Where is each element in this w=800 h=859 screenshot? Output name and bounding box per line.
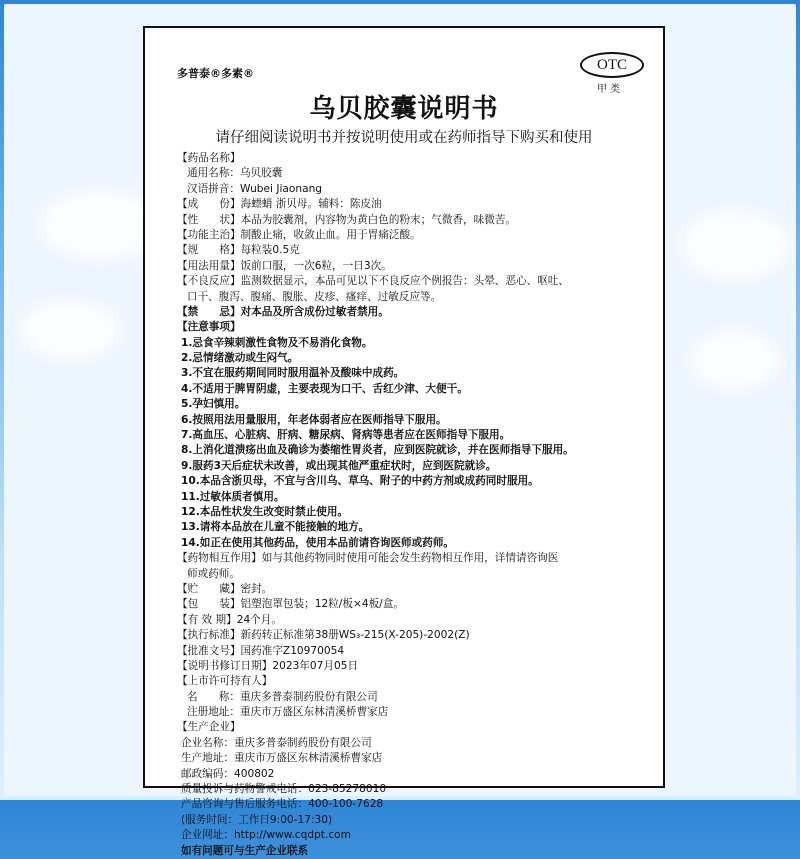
- section-indications: 【功能主治】制酸止痛，收敛止血。用于胃痛泛酸。: [177, 228, 421, 241]
- holder-name: 名 称：重庆多普泰制药股份有限公司: [187, 690, 378, 703]
- precaution-item: 4.不适用于脾胃阴虚，主要表现为口干、舌红少津、大便干。: [181, 382, 468, 395]
- section-package: 【包 装】铝塑泡罩包装；12粒/板×4板/盒。: [177, 598, 404, 611]
- postal-code: 邮政编码：400802: [181, 767, 275, 780]
- precaution-item: 13.请将本品放在儿童不能接触的地方。: [181, 521, 370, 534]
- cloud-decoration-left: [40, 190, 160, 260]
- precaution-item: 5.孕妇慎用。: [181, 398, 246, 411]
- section-standard: 【执行标准】新药转正标准第38册WS₃-215(X-205)-2002(Z): [177, 629, 470, 642]
- section-contraindications: 【禁 忌】对本品及所含成份过敏者禁用。: [177, 305, 389, 318]
- instruction-body: [177, 151, 647, 859]
- section-validity: 【有 效 期】24个月。: [177, 613, 282, 626]
- company-website: 企业网址：http://www.cqdpt.com: [181, 829, 351, 842]
- cloud-decoration-left-low: [20, 300, 120, 360]
- precaution-item: 7.高血压、心脏病、肝病、糖尿病、肾病等患者应在医师指导下服用。: [181, 429, 511, 442]
- document-subtitle: 请仔细阅读说明书并按说明使用或在药师指导下购买和使用: [215, 130, 593, 146]
- contact-note: 如有问题可与生产企业联系: [181, 844, 309, 857]
- precaution-item: 3.不宜在服药期间同时服用温补及酸味中成药。: [181, 367, 405, 380]
- precaution-item: 2.忌情绪激动或生闷气。: [181, 352, 299, 365]
- section-approval-number: 【批准文号】国药准字Z10970054: [177, 644, 345, 657]
- instruction-sheet: [143, 26, 665, 857]
- precaution-item: 11.过敏体质者慎用。: [181, 490, 285, 503]
- drug-interactions-cont: 师或药师。: [187, 567, 240, 580]
- section-storage: 【贮 藏】密封。: [177, 582, 273, 595]
- precaution-item: 1.忌食辛辣刺激性食物及不易消化食物。: [181, 336, 373, 349]
- precaution-item: 8.上消化道溃疡出血及确诊为萎缩性胃炎者，应到医院就诊，并在医师指导下服用。: [181, 444, 574, 457]
- section-drug-name: 【药品名称】: [177, 152, 241, 164]
- precaution-item: 9.服药3天后症状未改善，或出现其他严重症状时，应到医院就诊。: [181, 459, 497, 472]
- precaution-item: 14.如正在使用其他药品，使用本品前请咨询医师或药师。: [181, 536, 455, 549]
- section-dosage: 【用法用量】饭前口服，一次6粒，一日3次。: [177, 259, 392, 272]
- section-specification: 【规 格】每粒装0.5克: [177, 244, 300, 257]
- cloud-decoration-right-low: [690, 330, 780, 390]
- brand-logo: 多普泰®多素®: [177, 67, 254, 80]
- generic-name: 通用名称：乌贝胶囊: [187, 167, 283, 180]
- pinyin-name: 汉语拼音：Wubei Jiaonang: [187, 182, 323, 195]
- complaint-phone: 质量投诉与药物警戒电话：023-85278010: [181, 783, 387, 796]
- precaution-item: 10.本品含浙贝母，不宜与含川乌、草乌、附子的中药方剂或成药同时服用。: [181, 475, 539, 488]
- section-license-holder: 【上市许可持有人】: [177, 675, 273, 688]
- section-drug-interactions: 【药物相互作用】如与其他药物同时使用可能会发生药物相互作用，详情请咨询医: [177, 552, 559, 565]
- cloud-decoration-right: [680, 210, 790, 280]
- manufacturer-name: 企业名称：重庆多普泰制药股份有限公司: [181, 736, 372, 749]
- section-ingredients: 【成 份】海螵蛸 浙贝母。辅料：陈皮油: [177, 198, 382, 211]
- otc-badge: OTC: [580, 52, 644, 78]
- precaution-item: 6.按照用法用量服用，年老体弱者应在医师指导下服用。: [181, 413, 447, 426]
- adverse-reactions-cont: 口干、腹泻、腹痛、腹胀、皮疹、瘙痒、过敏反应等。: [187, 290, 442, 303]
- section-description: 【性 状】本品为胶囊剂，内容物为黄白色的粉末；气微香，味微苦。: [177, 213, 516, 226]
- section-revision-date: 【说明书修订日期】2023年07月05日: [177, 659, 359, 672]
- holder-address: 注册地址：重庆市万盛区东林清溪桥曹家店: [187, 706, 389, 719]
- precaution-item: 12.本品性状发生改变时禁止使用。: [181, 505, 349, 518]
- section-adverse-reactions: 【不良反应】监测数据显示，本品可见以下不良反应个例报告：头晕、恶心、呕吐、: [177, 275, 569, 288]
- manufacturer-address: 生产地址：重庆市万盛区东林清溪桥曹家店: [181, 752, 383, 765]
- document-title: 乌贝胶囊说明书: [309, 94, 499, 124]
- section-precautions: 【注意事项】: [177, 321, 241, 334]
- section-manufacturer: 【生产企业】: [177, 721, 241, 734]
- service-phone: 产品咨询与售后服务电话：400-100-7628: [181, 798, 384, 811]
- service-hours: (服务时间：工作日9:00-17:30): [181, 813, 333, 826]
- otc-class-label: 甲 类: [597, 84, 621, 95]
